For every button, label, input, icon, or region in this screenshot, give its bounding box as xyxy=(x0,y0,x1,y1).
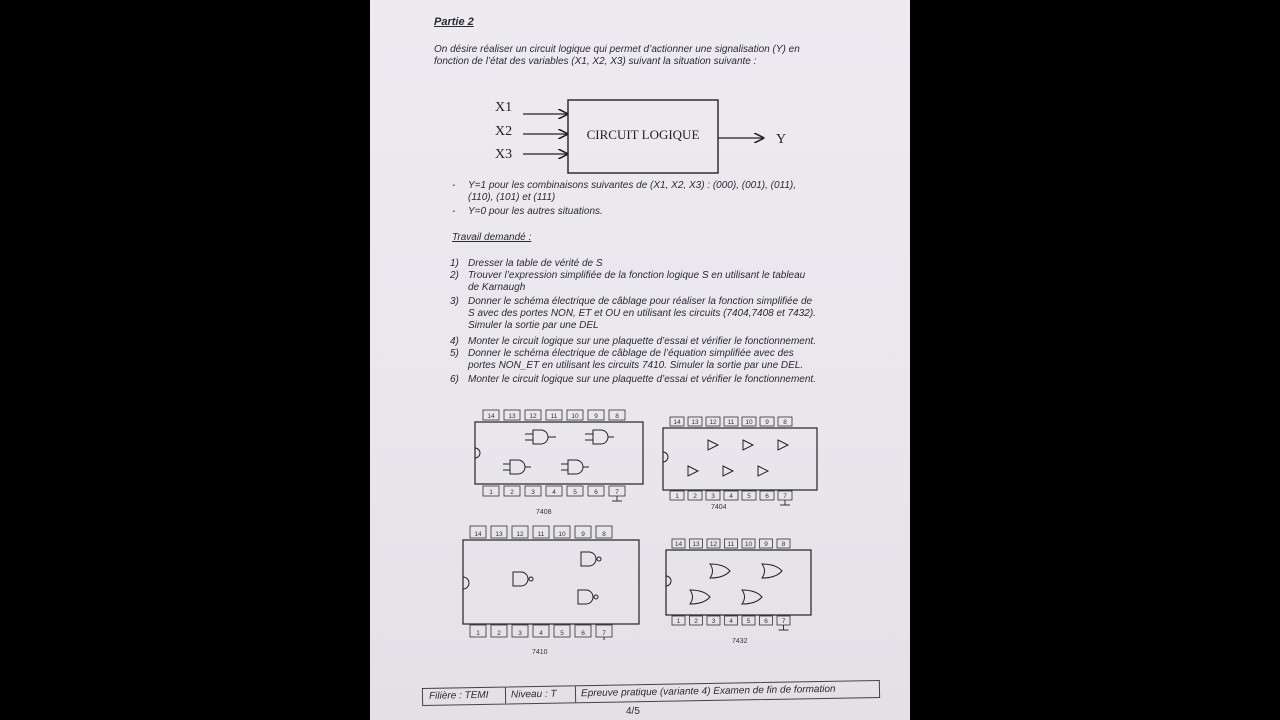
work-heading: Travail demandé : xyxy=(452,232,532,243)
pin-number-top-12: 12 xyxy=(529,413,537,420)
pin-number-top-13: 13 xyxy=(495,531,503,538)
pin-number-top-13: 13 xyxy=(508,413,516,420)
pin-number-bottom-7: 7 xyxy=(783,493,787,500)
pin-number-bottom-3: 3 xyxy=(711,618,716,625)
pin-number-top-9: 9 xyxy=(765,419,769,426)
pin-number-top-12: 12 xyxy=(709,541,718,548)
work-item-3-line-2: S avec des portes NON, ET et OU en utilisant les circuits (7404,7408 et 7432). xyxy=(468,308,816,319)
pin-number-bottom-5: 5 xyxy=(560,630,564,637)
work-item-1-line-1: Dresser la table de vérité de S xyxy=(468,258,603,269)
chip-7410-diagram xyxy=(458,520,648,640)
work-item-2-num: 2) xyxy=(450,270,459,281)
pin-number-top-10: 10 xyxy=(571,413,579,420)
chip-label-7408: 7408 xyxy=(536,509,552,516)
pin-number-top-11: 11 xyxy=(727,541,735,548)
pin-number-top-14: 14 xyxy=(674,541,683,548)
chip-7410-top-pins xyxy=(470,526,612,538)
pin-number-bottom-4: 4 xyxy=(729,493,733,500)
section-title: Partie 2 xyxy=(434,16,474,28)
chip-7408-body xyxy=(475,422,643,484)
chip-7432-body xyxy=(666,550,811,615)
chip-7432-top-pins xyxy=(672,539,790,548)
condition-bullet-1: - xyxy=(452,180,456,191)
chip-7408-notch xyxy=(475,448,480,458)
pin-number-bottom-3: 3 xyxy=(711,493,715,500)
input-label-x2: X2 xyxy=(495,124,513,139)
page-number: 4/5 xyxy=(626,706,640,717)
chip-7410-notch xyxy=(463,577,469,589)
chip-7410-body xyxy=(463,540,639,624)
pin-number-top-9: 9 xyxy=(594,413,598,420)
pin-number-top-8: 8 xyxy=(602,531,606,538)
pin-number-bottom-6: 6 xyxy=(594,489,598,496)
pin-number-bottom-4: 4 xyxy=(539,630,543,637)
pin-number-top-10: 10 xyxy=(745,419,753,426)
chip-label-7432: 7432 xyxy=(732,638,748,645)
pin-number-bottom-1: 1 xyxy=(675,493,679,500)
work-item-5-num: 5) xyxy=(450,348,459,359)
pin-number-bottom-1: 1 xyxy=(676,618,681,625)
pin-number-bottom-4: 4 xyxy=(552,489,556,496)
pin-number-bottom-5: 5 xyxy=(747,493,751,500)
chip-7404-top-pins xyxy=(670,417,792,426)
chip-7432-bottom-pins xyxy=(672,616,790,625)
circuit-box-label: CIRCUIT LOGIQUE xyxy=(586,127,700,142)
ground-symbol xyxy=(779,625,789,630)
work-item-3-line-1: Donner le schéma électrique de câblage pour réaliser la fonction simplifiée de xyxy=(468,296,813,307)
pin-number-bottom-3: 3 xyxy=(518,630,522,637)
condition-2-line-1: Y=0 pour les autres situations. xyxy=(468,206,603,217)
footer-epreuve: Epreuve pratique (variante 4) Examen de fin de formation xyxy=(580,683,836,700)
ground-symbol xyxy=(599,637,609,640)
footer-divider-2 xyxy=(575,686,576,702)
condition-bullet-2: - xyxy=(452,206,456,217)
pin-number-bottom-6: 6 xyxy=(581,630,585,637)
work-item-4-line-1: Monter le circuit logique sur une plaquette d’essai et vérifier le fonctionnement. xyxy=(468,336,816,347)
work-item-5-line-1: Donner le schéma électrique de câblage de l’équation simplifiée avec des xyxy=(468,348,794,359)
pin-number-top-13: 13 xyxy=(691,419,699,426)
intro-line-1: On désire réaliser un circuit logique qui permet d’actionner une signalisation (Y) en xyxy=(434,44,800,55)
pin-number-bottom-6: 6 xyxy=(765,493,769,500)
pin-number-bottom-5: 5 xyxy=(746,618,751,625)
work-item-6-num: 6) xyxy=(450,374,459,385)
pin-number-bottom-6: 6 xyxy=(764,618,768,625)
pin-number-bottom-2: 2 xyxy=(693,493,697,500)
input-label-x3: X3 xyxy=(495,147,513,162)
pin-number-top-14: 14 xyxy=(673,419,681,426)
circuit-block-diagram xyxy=(485,92,815,182)
chip-7408-diagram xyxy=(465,402,650,510)
output-label-y: Y xyxy=(776,132,787,147)
chip-7410-bottom-pins xyxy=(470,625,612,637)
ground-symbol xyxy=(780,500,790,505)
pin-number-bottom-7: 7 xyxy=(602,630,606,637)
pin-number-top-9: 9 xyxy=(764,541,768,548)
work-item-1-num: 1) xyxy=(450,258,459,269)
pin-number-bottom-2: 2 xyxy=(694,618,698,625)
pin-number-top-11: 11 xyxy=(537,531,545,538)
pin-number-top-11: 11 xyxy=(550,413,558,420)
pin-number-bottom-2: 2 xyxy=(510,489,514,496)
work-item-3-line-3: Simuler la sortie par une DEL xyxy=(468,320,599,331)
chip-7408-top-pins xyxy=(483,410,625,420)
work-item-5-line-2: portes NON_ET en utilisant les circuits 7410. Simuler la sortie par une DEL. xyxy=(468,360,804,371)
exam-page xyxy=(370,0,910,720)
pin-number-bottom-3: 3 xyxy=(531,489,535,496)
condition-1-line-1: Y=1 pour les combinaisons suivantes de (X1, X2, X3) : (000), (001), (011), xyxy=(468,180,797,191)
chip-7432-or-gates xyxy=(690,564,782,604)
pin-number-bottom-4: 4 xyxy=(729,618,733,625)
condition-1-line-2: (110), (101) et (111) xyxy=(468,192,556,203)
pin-number-bottom-7: 7 xyxy=(615,489,619,496)
chip-7410-nand-gates xyxy=(513,552,601,604)
chip-7432-diagram xyxy=(662,534,812,634)
pin-number-top-9: 9 xyxy=(581,531,585,538)
footer-niveau: Niveau : T xyxy=(510,688,557,701)
pin-number-top-14: 14 xyxy=(474,531,482,538)
footer-box xyxy=(422,680,880,706)
pin-number-top-13: 13 xyxy=(692,541,700,548)
chip-7408-and-gates xyxy=(503,430,614,474)
chip-7432-notch xyxy=(666,576,671,586)
footer-divider-1 xyxy=(505,688,506,704)
work-item-3-num: 3) xyxy=(450,296,459,307)
pin-number-top-10: 10 xyxy=(558,531,566,538)
pin-number-top-8: 8 xyxy=(781,541,786,548)
work-item-4-num: 4) xyxy=(450,336,459,347)
pin-number-top-12: 12 xyxy=(516,531,524,538)
pin-number-bottom-5: 5 xyxy=(573,489,577,496)
chip-7404-diagram xyxy=(658,412,823,512)
work-item-6-line-1: Monter le circuit logique sur une plaquette d’essai et vérifier le fonctionnement. xyxy=(468,374,816,385)
pin-number-top-8: 8 xyxy=(615,413,619,420)
chip-7404-body xyxy=(663,428,817,490)
pin-number-top-8: 8 xyxy=(783,419,787,426)
input-label-x1: X1 xyxy=(495,100,513,115)
chip-7408-bottom-pins xyxy=(483,486,625,496)
ground-symbol xyxy=(612,496,622,501)
pin-number-top-11: 11 xyxy=(727,419,735,426)
pin-number-top-14: 14 xyxy=(487,413,495,420)
chip-7404-inverters xyxy=(688,440,788,476)
chip-7404-notch xyxy=(663,452,668,462)
footer-filiere: Filière : TEMI xyxy=(428,689,489,702)
pin-number-bottom-1: 1 xyxy=(476,630,480,637)
pin-number-bottom-7: 7 xyxy=(781,618,786,625)
intro-line-2: fonction de l’état des variables (X1, X2, X3) suivant la situation suivante : xyxy=(434,56,757,67)
work-item-2-line-1: Trouver l’expression simplifiée de la fonction logique S en utilisant le tableau xyxy=(468,270,806,281)
pin-number-bottom-2: 2 xyxy=(497,630,501,637)
chip-7404-bottom-pins xyxy=(670,491,792,500)
pin-number-top-10: 10 xyxy=(744,541,753,548)
chip-label-7410: 7410 xyxy=(532,649,548,656)
pin-number-bottom-1: 1 xyxy=(489,489,493,496)
work-item-2-line-2: de Karnaugh xyxy=(468,282,526,293)
pin-number-top-12: 12 xyxy=(709,419,717,426)
chip-label-7404: 7404 xyxy=(711,504,727,511)
